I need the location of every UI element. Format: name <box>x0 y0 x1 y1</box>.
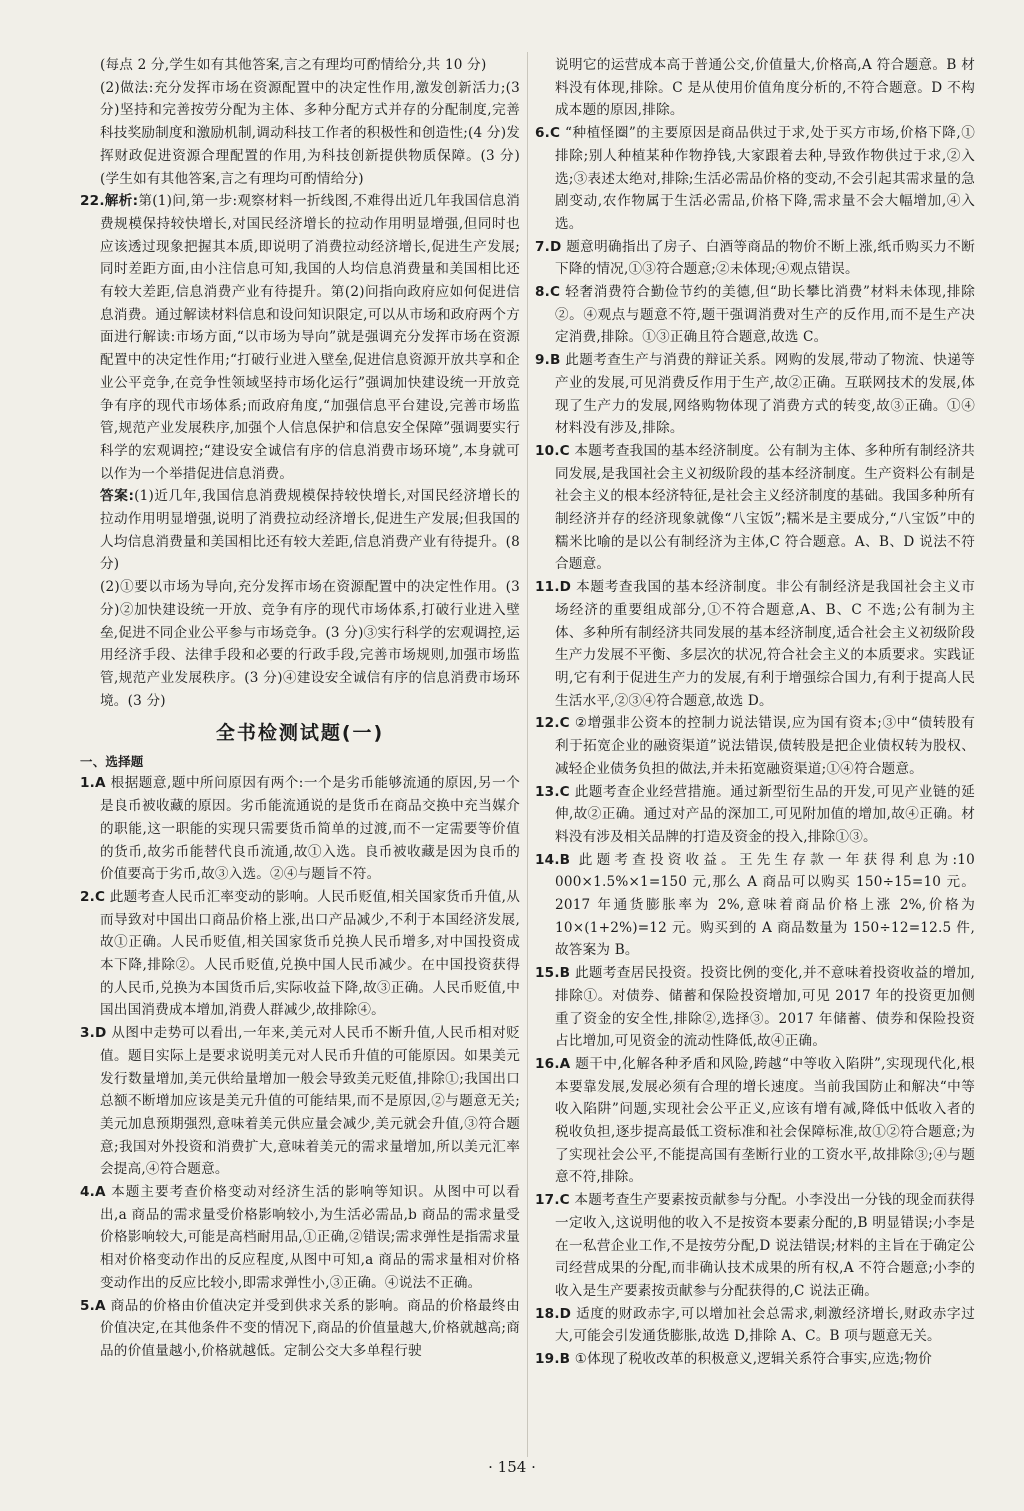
test-title: 全书检测试题(一) <box>215 722 385 745</box>
answer-item <box>535 440 975 576</box>
item-text: ①体现了税收改革的积极意义,逻辑关系符合事实,应选;物价 <box>574 1351 933 1368</box>
item-number: 1.A <box>80 775 106 792</box>
item-text: 题意明确指出了房子、白酒等商品的物价不断上涨,纸币购买力不断下降的情况,①③符合题意;②未体现;④观点错误。 <box>555 238 975 278</box>
item-text: 此题考查企业经营措施。通过新型衍生品的开发,可见产业链的延伸,故②正确。通过对产品的深加工,可见附加值的增加,故④正确。材料没有涉及相关品牌的打造及资金的投入,排除①③。 <box>555 783 975 845</box>
question-22-analysis <box>80 190 520 485</box>
item-number: 7.D <box>535 238 562 255</box>
item-text: ②增强非公资本的控制力说法错误,应为国有资本;③中“债转股有利于拓宽企业的融资渠道”说法错误,债转股是把企业债权转为股权、减轻企业债务负担的做法,并未拓宽融资渠道;①④符合题意。 <box>555 715 975 777</box>
item-text: 从图中走势可以看出,一年来,美元对人民币不断升值,人民币相对贬值。题目实际上是要求说明美元对人民币升值的可能原因。如果美元发行数量增加,美元供给量增加一般会导致美元贬值,排除①;我国出口总额不断增加应该是美元升值的可能结果,而不是原因,②与题意无关;美元加息预期强烈,意味着美元供应量会减少,美元就会升值,③符合题意;我国对外投资和消费扩大,意味着美元的需求量增加,所以美元汇率会提高,④符合题意。 <box>100 1025 520 1178</box>
item-number: 10.C <box>535 442 570 459</box>
item-number: 8.C <box>535 284 561 301</box>
item-text: 题干中,化解各种矛盾和风险,跨越“中等收入陷阱”,实现现代化,根本要靠发展,发展必须有合理的增长速度。当前我国防止和解决“中等收入陷阱”问题,实现社会公平正义,应该有增有减,降低中低收入者的税收负担,逐步提高最低工资标准和社会保障标准,故①②符合题意;为了实现社会公平,不能提高国有垄断行业的工资水平,故排除③;④与题意不符,排除。 <box>555 1055 975 1186</box>
item-text: “种植怪圈”的主要原因是商品供过于求,处于买方市场,价格下降,①排除;别人种植某种作物挣钱,大家跟着去种,导致作物供过于求,②入选;③表述太绝对,排除;生活必需品价格的变动,不会引起其需求量的急剧变动,农作物属于生活必需品,价格下降,需求量不会大幅增加,④入选。 <box>555 125 975 232</box>
item-number: 4.A <box>80 1184 106 1201</box>
item-number: 6.C <box>535 125 561 142</box>
item-number: 19.B <box>535 1351 571 1368</box>
answer-item <box>535 1189 975 1303</box>
intro-answer-part2: (2)做法:充分发挥市场在资源配置中的决定性作用,激发创新活力;(3 分)坚持和完善按劳分配为主体、多种分配方式并存的分配制度,完善科技奖励制度和激励机制,调动科技工作者的积极性和创造性;(4 分)发挥财政促进资源合理配置的作用,为科技创新提供物质保障。(3 分)(学生如有其他答案,言之有理均可酌情给分) <box>100 79 520 187</box>
question-22-answer-2: (2)①要以市场为导向,充分发挥市场在资源配置中的决定性作用。(3 分)②加快建设统一开放、竞争有序的现代市场体系,打破行业进入壁垒,促进不同企业公平参与市场竞争。(3 分)③实行科学的宏观调控,运用经济手段、法律手段和必要的行政手段,完善市场规则,加强市场监管,规范产业发展秩序。(3 分)④建设安全诚信有序的信息消费市场环境。(3 分) <box>100 579 520 709</box>
item-number: 11.D <box>535 579 572 596</box>
answer-item <box>80 1295 520 1363</box>
answer-item <box>535 1053 975 1189</box>
question-22-answer-1 <box>80 485 520 576</box>
answer-item <box>535 962 975 1053</box>
right-column <box>535 54 975 1371</box>
question-22-number: 22. <box>80 193 105 210</box>
answer-item <box>535 849 975 963</box>
answer-item <box>535 712 975 780</box>
answer-item <box>80 1181 520 1295</box>
intro-score-note: (每点 2 分,学生如有其他答案,言之有理均可酌情给分,共 10 分) <box>100 57 487 73</box>
answer-item <box>535 576 975 712</box>
answer-item <box>535 236 975 281</box>
item-number: 16.A <box>535 1055 571 1072</box>
answer-item <box>535 122 975 236</box>
analysis-label: 解析: <box>104 193 139 210</box>
item-text: 商品的价格由价值决定并受到供求关系的影响。商品的价格最终由价值决定,在其他条件不变的情况下,商品的价值量越大,价格就越高;商品的价值量越小,价格就越低。定制公交大多单程行驶 <box>100 1297 520 1359</box>
item-number: 18.D <box>535 1305 572 1322</box>
answer-1-text: (1)近几年,我国信息消费规模保持较快增长,对国民经济增长的拉动作用明显增强,说明了消费拉动经济增长,促进生产发展;但我国的人均信息消费量和美国相比还有较大差距,信息消费产业有待提升。(8 分) <box>100 488 520 573</box>
question-22-analysis-text: 第(1)问,第一步:观察材料一折线图,不难得出近几年我国信息消费规模保持较快增长,对国民经济增长的拉动作用明显增强,但同时也应该透过现象把握其本质,即说明了消费拉动经济增长,促进生产发展;同时差距方面,由小注信息可知,我国的人均信息消费量和美国相比还有较大差距,信息消费产业有待提升。第(2)问指向政府应如何促进信息消费。通过解读材料信息和设问知识限定,可以从市场和政府两个方面进行解读:市场方面,“以市场为导向”就是强调充分发挥市场在资源配置中的决定性作用;“打破行业进入壁垒,促进信息资源开放共享和企业公平竞争,在竞争性领域坚持市场化运行”强调加快建设统一开放竞争有序的现代市场体系;而政府角度,“加强信息平台建设,完善市场监管,规范产业发展秩序,加强个人信息保护和信息安全保障”强调要实行科学的宏观调控;“建设安全诚信有序的信息消费市场环境”,本身就可以作为一个举措促进信息消费。 <box>100 193 520 482</box>
item-text: 此题考查生产与消费的辩证关系。网购的发展,带动了物流、快递等产业的发展,可见消费反作用于生产,故②正确。互联网技术的发展,体现了生产力的发展,网络购物体现了消费方式的转变,故③正确。①④材料没有涉及,排除。 <box>555 352 975 437</box>
page-number: · 154 · <box>488 1458 536 1476</box>
item-number: 13.C <box>535 783 570 800</box>
item-text: 根据题意,题中所问原因有两个:一个是劣币能够流通的原因,另一个是良币被收藏的原因。劣币能流通说的是货币在商品交换中充当媒介的职能,这一职能的实现只需要货币简单的过渡,而不一定需要等价值的货币,故劣币能替代良币流通,故①入选。良币被收藏是因为良币的价值要高于劣币,故③入选。②④与题旨不符。 <box>100 775 520 883</box>
item-5-continuation: 说明它的运营成本高于普通公交,价值量大,价格高,A 符合题意。B 材料没有体现,排除。C 是从使用价值角度分析的,不符合题意。D 不构成本题的原因,排除。 <box>555 57 975 119</box>
item-number: 9.B <box>535 352 561 369</box>
answer-item <box>80 886 520 1022</box>
answer-item <box>535 1303 975 1348</box>
item-number: 2.C <box>80 888 106 905</box>
answer-item <box>80 1022 520 1181</box>
item-text: 此题考查投资收益。王先生存款一年获得利息为:10 000×1.5%×1=150 元,那么 A 商品可以购买 150÷15=10 元。2017 年通货膨胀率为 2%,意味着商品价格上涨 2%,价格为 10×(1+2%)=12 元。购买到的 A 商品数量为 150÷12=12.5 件,故答案为 B。 <box>555 851 975 959</box>
item-text: 本题考查我国的基本经济制度。公有制为主体、多种所有制经济共同发展,是我国社会主义初级阶段的基本经济制度。生产资料公有制是社会主义的根本经济特征,是社会主义经济制度的基础。我国多种所有制经济并存的经济现象就像“八宝饭”;糯米是主要成分,“八宝饭”中的糯米比喻的是以公有制经济为主体,C 符合题意。A、B、D 说法不符合题意。 <box>555 442 975 573</box>
column-divider <box>527 52 528 1457</box>
answer-label: 答案: <box>100 488 135 505</box>
item-number: 12.C <box>535 715 570 732</box>
item-text: 适度的财政赤字,可以增加社会总需求,刺激经济增长,财政赤字过大,可能会引发通货膨胀,故选 D,排除 A、C。B 项与题意无关。 <box>555 1305 975 1345</box>
answer-item <box>535 349 975 440</box>
section-heading: 一、选择题 <box>80 754 144 770</box>
item-text: 本题考查生产要素按贡献参与分配。小李没出一分钱的现金而获得一定收入,这说明他的收入不是按资本要素分配的,B 明显错误;小李是在一私营企业工作,不是按劳分配,D 说法错误;材料的主旨在于确定公司经营成果的分配,而非确认技术成果的所有权,A 不符合题意;小李的收入是生产要素按贡献参与分配获得的,C 说法正确。 <box>555 1192 975 1299</box>
item-text: 此题考查居民投资。投资比例的变化,并不意味着投资收益的增加,排除①。对债券、储蓄和保险投资增加,可见 2017 年的投资更加侧重了资金的安全性,排除②,选择③。2017 年储蓄、债券和保险投资占比增加,可见资金的流动性降低,故④正确。 <box>555 965 975 1050</box>
item-text: 此题考查人民币汇率变动的影响。人民币贬值,相关国家货币升值,从而导致对中国出口商品价格上涨,出口产品减少,不利于本国经济发展,故①正确。人民币贬值,相关国家货币兑换人民币增多,对中国投资成本下降,排除②。人民币贬值,兑换中国人民币减少。在中国投资获得的人民币,兑换为本国货币后,实际收益下降,故③正确。人民币贬值,中国出国消费成本增加,消费人群减少,故排除④。 <box>100 888 520 1019</box>
item-text: 本题考查我国的基本经济制度。非公有制经济是我国社会主义市场经济的重要组成部分,①不符合题意,A、B、C 不选;公有制为主体、多种所有制经济共同发展的基本经济制度,适合社会主义初级阶段生产力发展不平衡、多层次的状况,符合社会主义的本质要求。实践证明,它有利于促进生产力的发展,有利于增强综合国力,有利于提高人民生活水平,②③④符合题意,故选 D。 <box>555 579 975 709</box>
item-number: 15.B <box>535 965 571 982</box>
item-text: 本题主要考查价格变动对经济生活的影响等知识。从图中可以看出,a 商品的需求量受价格影响较小,为生活必需品,b 商品的需求量受价格影响较大,可能是高档耐用品,①正确,②错误;需求弹性是指需求量相对价格变动作出的反应程度,从图中可知,a 商品的需求量相对价格变动作出的反应比较小,即需求弹性小,③正确。④说法不正确。 <box>100 1184 520 1291</box>
answer-item <box>535 1348 975 1371</box>
item-number: 5.A <box>80 1297 106 1314</box>
item-text: 轻奢消费符合勤俭节约的美德,但“助长攀比消费”材料未体现,排除②。④观点与题意不符,题干强调消费对生产的反作用,而不是生产决定消费,排除。①③正确且符合题意,故选 C。 <box>555 284 975 346</box>
item-number: 14.B <box>535 851 571 868</box>
answer-item <box>535 781 975 849</box>
item-number: 3.D <box>80 1025 107 1042</box>
item-number: 17.C <box>535 1192 570 1209</box>
left-column <box>80 54 520 1363</box>
answer-item <box>80 772 520 886</box>
answer-item <box>535 281 975 349</box>
